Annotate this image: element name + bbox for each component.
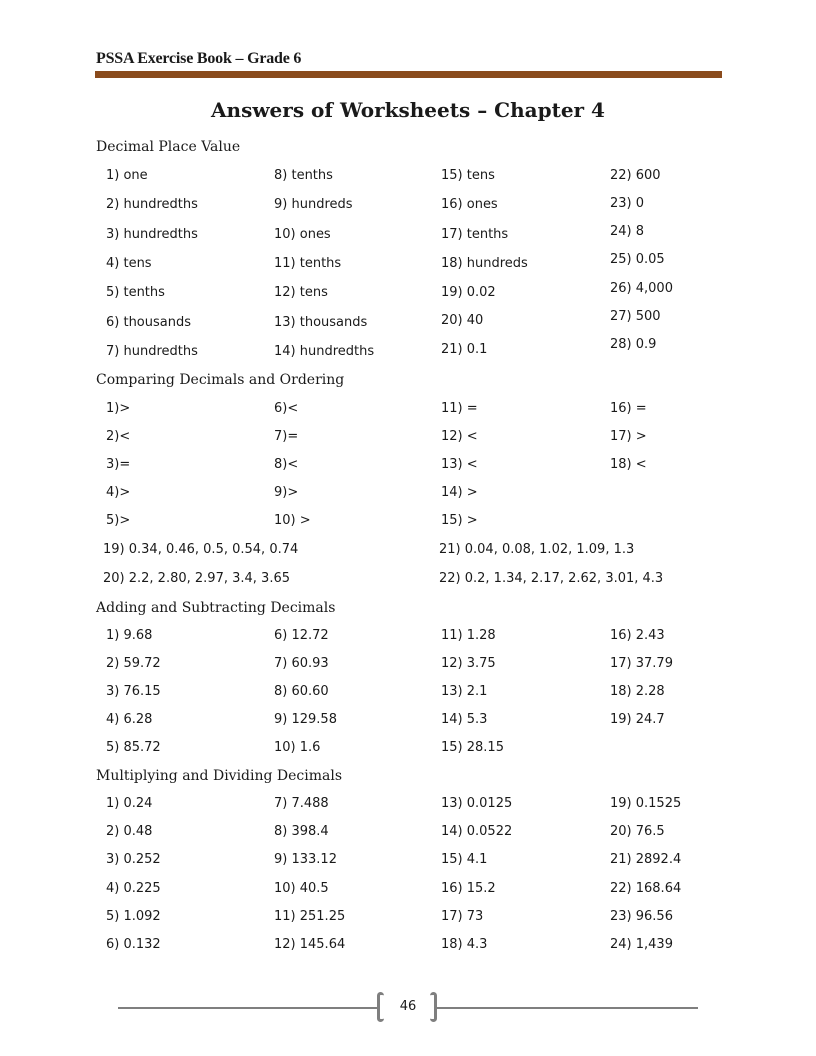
answer-item: 19) 0.02 bbox=[441, 285, 496, 300]
answer-item: 10) 1.6 bbox=[274, 740, 321, 755]
header-title: PSSA Exercise Book – Grade 6 bbox=[96, 50, 302, 67]
answer-item: 16) 2.43 bbox=[610, 628, 665, 643]
answer-item: 21) 2892.4 bbox=[610, 852, 682, 867]
answer-item: 10) ones bbox=[274, 227, 331, 242]
answer-item: 3) hundredths bbox=[106, 227, 198, 242]
answer-item: 5) tenths bbox=[106, 285, 165, 300]
answer-item-long: 20) 2.2, 2.80, 2.97, 3.4, 3.65 bbox=[103, 571, 290, 586]
answer-item: 9)> bbox=[274, 485, 299, 500]
footer-bracket-left bbox=[377, 992, 384, 1022]
answer-item: 7) hundredths bbox=[106, 344, 198, 359]
answer-item: 3) 76.15 bbox=[106, 684, 161, 699]
answer-item: 7)= bbox=[274, 429, 299, 444]
answer-item: 3) 0.252 bbox=[106, 852, 161, 867]
answer-item: 10) > bbox=[274, 513, 311, 528]
section-heading-adding: Adding and Subtracting Decimals bbox=[96, 600, 336, 616]
answer-item: 9) 129.58 bbox=[274, 712, 337, 727]
answer-item: 4) tens bbox=[106, 256, 152, 271]
answer-item: 6)< bbox=[274, 401, 299, 416]
answer-item-long: 21) 0.04, 0.08, 1.02, 1.09, 1.3 bbox=[439, 542, 635, 557]
answer-item: 14) hundredths bbox=[274, 344, 375, 359]
answer-item: 19) 24.7 bbox=[610, 712, 665, 727]
answer-item: 11) tenths bbox=[274, 256, 342, 271]
answer-item: 2) hundredths bbox=[106, 197, 198, 212]
answer-item: 20) 76.5 bbox=[610, 824, 665, 839]
answer-item: 14) > bbox=[441, 485, 478, 500]
answer-item: 7) 60.93 bbox=[274, 656, 329, 671]
answer-item: 6) thousands bbox=[106, 315, 192, 330]
answer-item: 26) 4,000 bbox=[610, 281, 673, 296]
answer-item: 13) 0.0125 bbox=[441, 796, 513, 811]
answer-item: 11) 1.28 bbox=[441, 628, 496, 643]
answer-item: 15) 4.1 bbox=[441, 852, 488, 867]
answer-item: 16) 15.2 bbox=[441, 881, 496, 896]
answer-item: 21) 0.1 bbox=[441, 342, 488, 357]
answer-item: 18) hundreds bbox=[441, 256, 528, 271]
answer-item: 12) 3.75 bbox=[441, 656, 496, 671]
answer-item: 23) 96.56 bbox=[610, 909, 673, 924]
page-title: Answers of Worksheets – Chapter 4 bbox=[211, 98, 605, 122]
answer-item: 12) < bbox=[441, 429, 478, 444]
answer-item: 9) 133.12 bbox=[274, 852, 337, 867]
answer-item: 8)< bbox=[274, 457, 299, 472]
answer-item: 13) < bbox=[441, 457, 478, 472]
answer-item: 23) 0 bbox=[610, 196, 645, 211]
answer-item: 28) 0.9 bbox=[610, 337, 657, 352]
answer-item: 2) 0.48 bbox=[106, 824, 153, 839]
answer-item: 13) 2.1 bbox=[441, 684, 488, 699]
header-rule bbox=[95, 71, 722, 78]
answer-item: 17) 37.79 bbox=[610, 656, 673, 671]
answer-item: 10) 40.5 bbox=[274, 881, 329, 896]
answer-item: 1)> bbox=[106, 401, 131, 416]
answer-item: 25) 0.05 bbox=[610, 252, 665, 267]
answer-item: 24) 8 bbox=[610, 224, 645, 239]
footer-bracket-right bbox=[430, 992, 437, 1022]
answer-item: 18) 2.28 bbox=[610, 684, 665, 699]
answer-item: 16) ones bbox=[441, 197, 498, 212]
answer-item: 27) 500 bbox=[610, 309, 661, 324]
answer-item: 2)< bbox=[106, 429, 131, 444]
answer-item: 8) 60.60 bbox=[274, 684, 329, 699]
answer-item-long: 22) 0.2, 1.34, 2.17, 2.62, 3.01, 4.3 bbox=[439, 571, 664, 586]
section-heading-place-value: Decimal Place Value bbox=[96, 139, 241, 155]
answer-item: 1) 9.68 bbox=[106, 628, 153, 643]
answer-item: 15) > bbox=[441, 513, 478, 528]
answer-item: 22) 600 bbox=[610, 168, 661, 183]
answer-item-long: 19) 0.34, 0.46, 0.5, 0.54, 0.74 bbox=[103, 542, 299, 557]
answer-item: 9) hundreds bbox=[274, 197, 353, 212]
answer-item: 1) one bbox=[106, 168, 148, 183]
answer-item: 5)> bbox=[106, 513, 131, 528]
answer-item: 7) 7.488 bbox=[274, 796, 329, 811]
answer-item: 19) 0.1525 bbox=[610, 796, 682, 811]
answer-item: 5) 1.092 bbox=[106, 909, 161, 924]
answer-item: 16) = bbox=[610, 401, 647, 416]
answer-item: 22) 168.64 bbox=[610, 881, 682, 896]
answer-item: 14) 5.3 bbox=[441, 712, 488, 727]
answer-item: 1) 0.24 bbox=[106, 796, 153, 811]
footer-rule-right bbox=[437, 1007, 698, 1009]
answer-item: 15) 28.15 bbox=[441, 740, 504, 755]
answer-item: 4)> bbox=[106, 485, 131, 500]
answer-item: 12) tens bbox=[274, 285, 328, 300]
answer-item: 3)= bbox=[106, 457, 131, 472]
answer-item: 17) > bbox=[610, 429, 647, 444]
answer-item: 8) tenths bbox=[274, 168, 333, 183]
answer-item: 4) 0.225 bbox=[106, 881, 161, 896]
answer-item: 12) 145.64 bbox=[274, 937, 346, 952]
page-number: 46 bbox=[399, 999, 417, 1014]
answer-item: 6) 0.132 bbox=[106, 937, 161, 952]
answer-item: 15) tens bbox=[441, 168, 495, 183]
section-heading-multiplying: Multiplying and Dividing Decimals bbox=[96, 768, 343, 784]
answer-item: 6) 12.72 bbox=[274, 628, 329, 643]
answer-item: 5) 85.72 bbox=[106, 740, 161, 755]
answer-item: 8) 398.4 bbox=[274, 824, 329, 839]
answer-item: 18) 4.3 bbox=[441, 937, 488, 952]
answer-item: 20) 40 bbox=[441, 313, 484, 328]
footer-rule-left bbox=[118, 1007, 377, 1009]
answer-item: 17) tenths bbox=[441, 227, 509, 242]
answer-item: 18) < bbox=[610, 457, 647, 472]
answer-item: 11) = bbox=[441, 401, 478, 416]
answer-item: 14) 0.0522 bbox=[441, 824, 513, 839]
answer-item: 2) 59.72 bbox=[106, 656, 161, 671]
answer-item: 11) 251.25 bbox=[274, 909, 346, 924]
answer-item: 24) 1,439 bbox=[610, 937, 673, 952]
answer-item: 17) 73 bbox=[441, 909, 484, 924]
section-heading-comparing: Comparing Decimals and Ordering bbox=[96, 372, 345, 388]
answer-item: 4) 6.28 bbox=[106, 712, 153, 727]
answer-item: 13) thousands bbox=[274, 315, 368, 330]
